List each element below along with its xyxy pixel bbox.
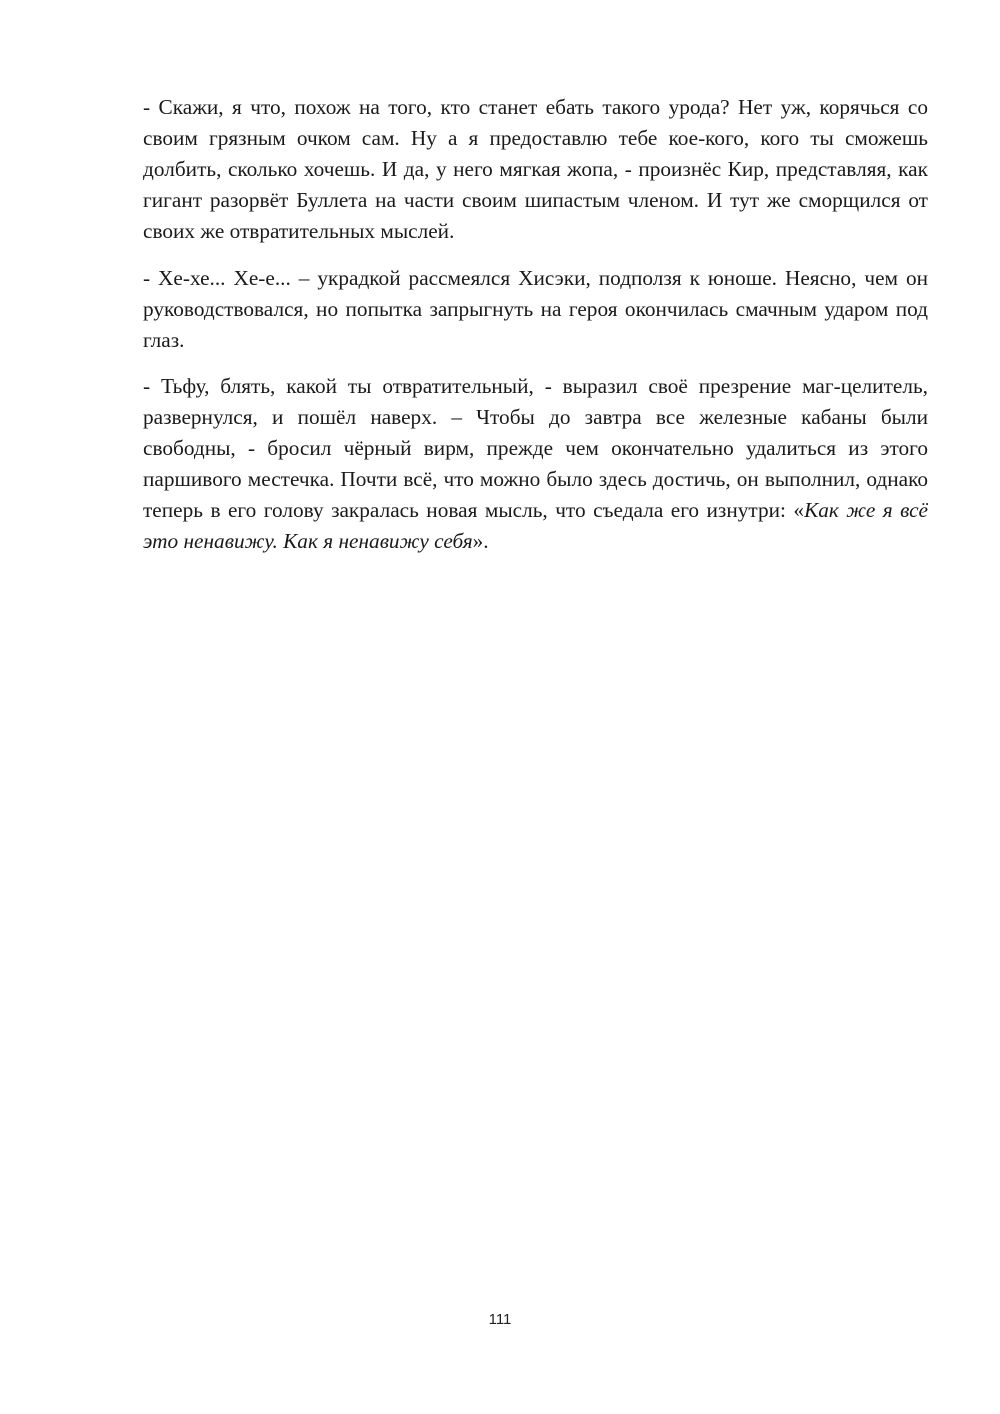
paragraph-3-ending: ». [472,529,489,553]
page-number: 111 [488,1311,512,1328]
paragraph-1: - Скажи, я что, похож на того, кто станет ебать такого урода? Нет уж, корячься со своим грязным очком сам. Ну а я предоставлю тебе кое-кого, кого ты сможешь долбить, сколько хочешь. И да, у него мягкая жопа, - произнёс Кир, представляя, как гигант разорвёт Буллета на части своим шипастым членом. И тут же сморщился от своих же отвратительных мыслей. [143,95,928,243]
body-text [143,92,928,573]
paragraph-3-text: - Тьфу, блять, какой ты отвратительный, - выразил своё презрение маг-целитель, развернулся, и пошёл наверх. – Чтобы до завтра все железные кабаны были свободны, - бросил чёрный вирм, прежде чем окончательно удалиться из этого паршивого местечка. Почти всё, что можно было здесь достичь, он выполнил, однако теперь в его голову закралась новая мысль, что съедала его изнутри: « [143,374,928,522]
paragraph-2: - Хе-хе... Хе-е... – украдкой рассмеялся Хисэки, подползя к юноше. Неясно, чем он руководствовался, но попытка запрыгнуть на героя окончилась смачным ударом под глаз. [143,266,928,352]
paragraph-3-italic-quote: Как же я всё это ненавижу. Как я ненавижу себя [143,498,929,553]
paragraph-3 [143,371,928,557]
